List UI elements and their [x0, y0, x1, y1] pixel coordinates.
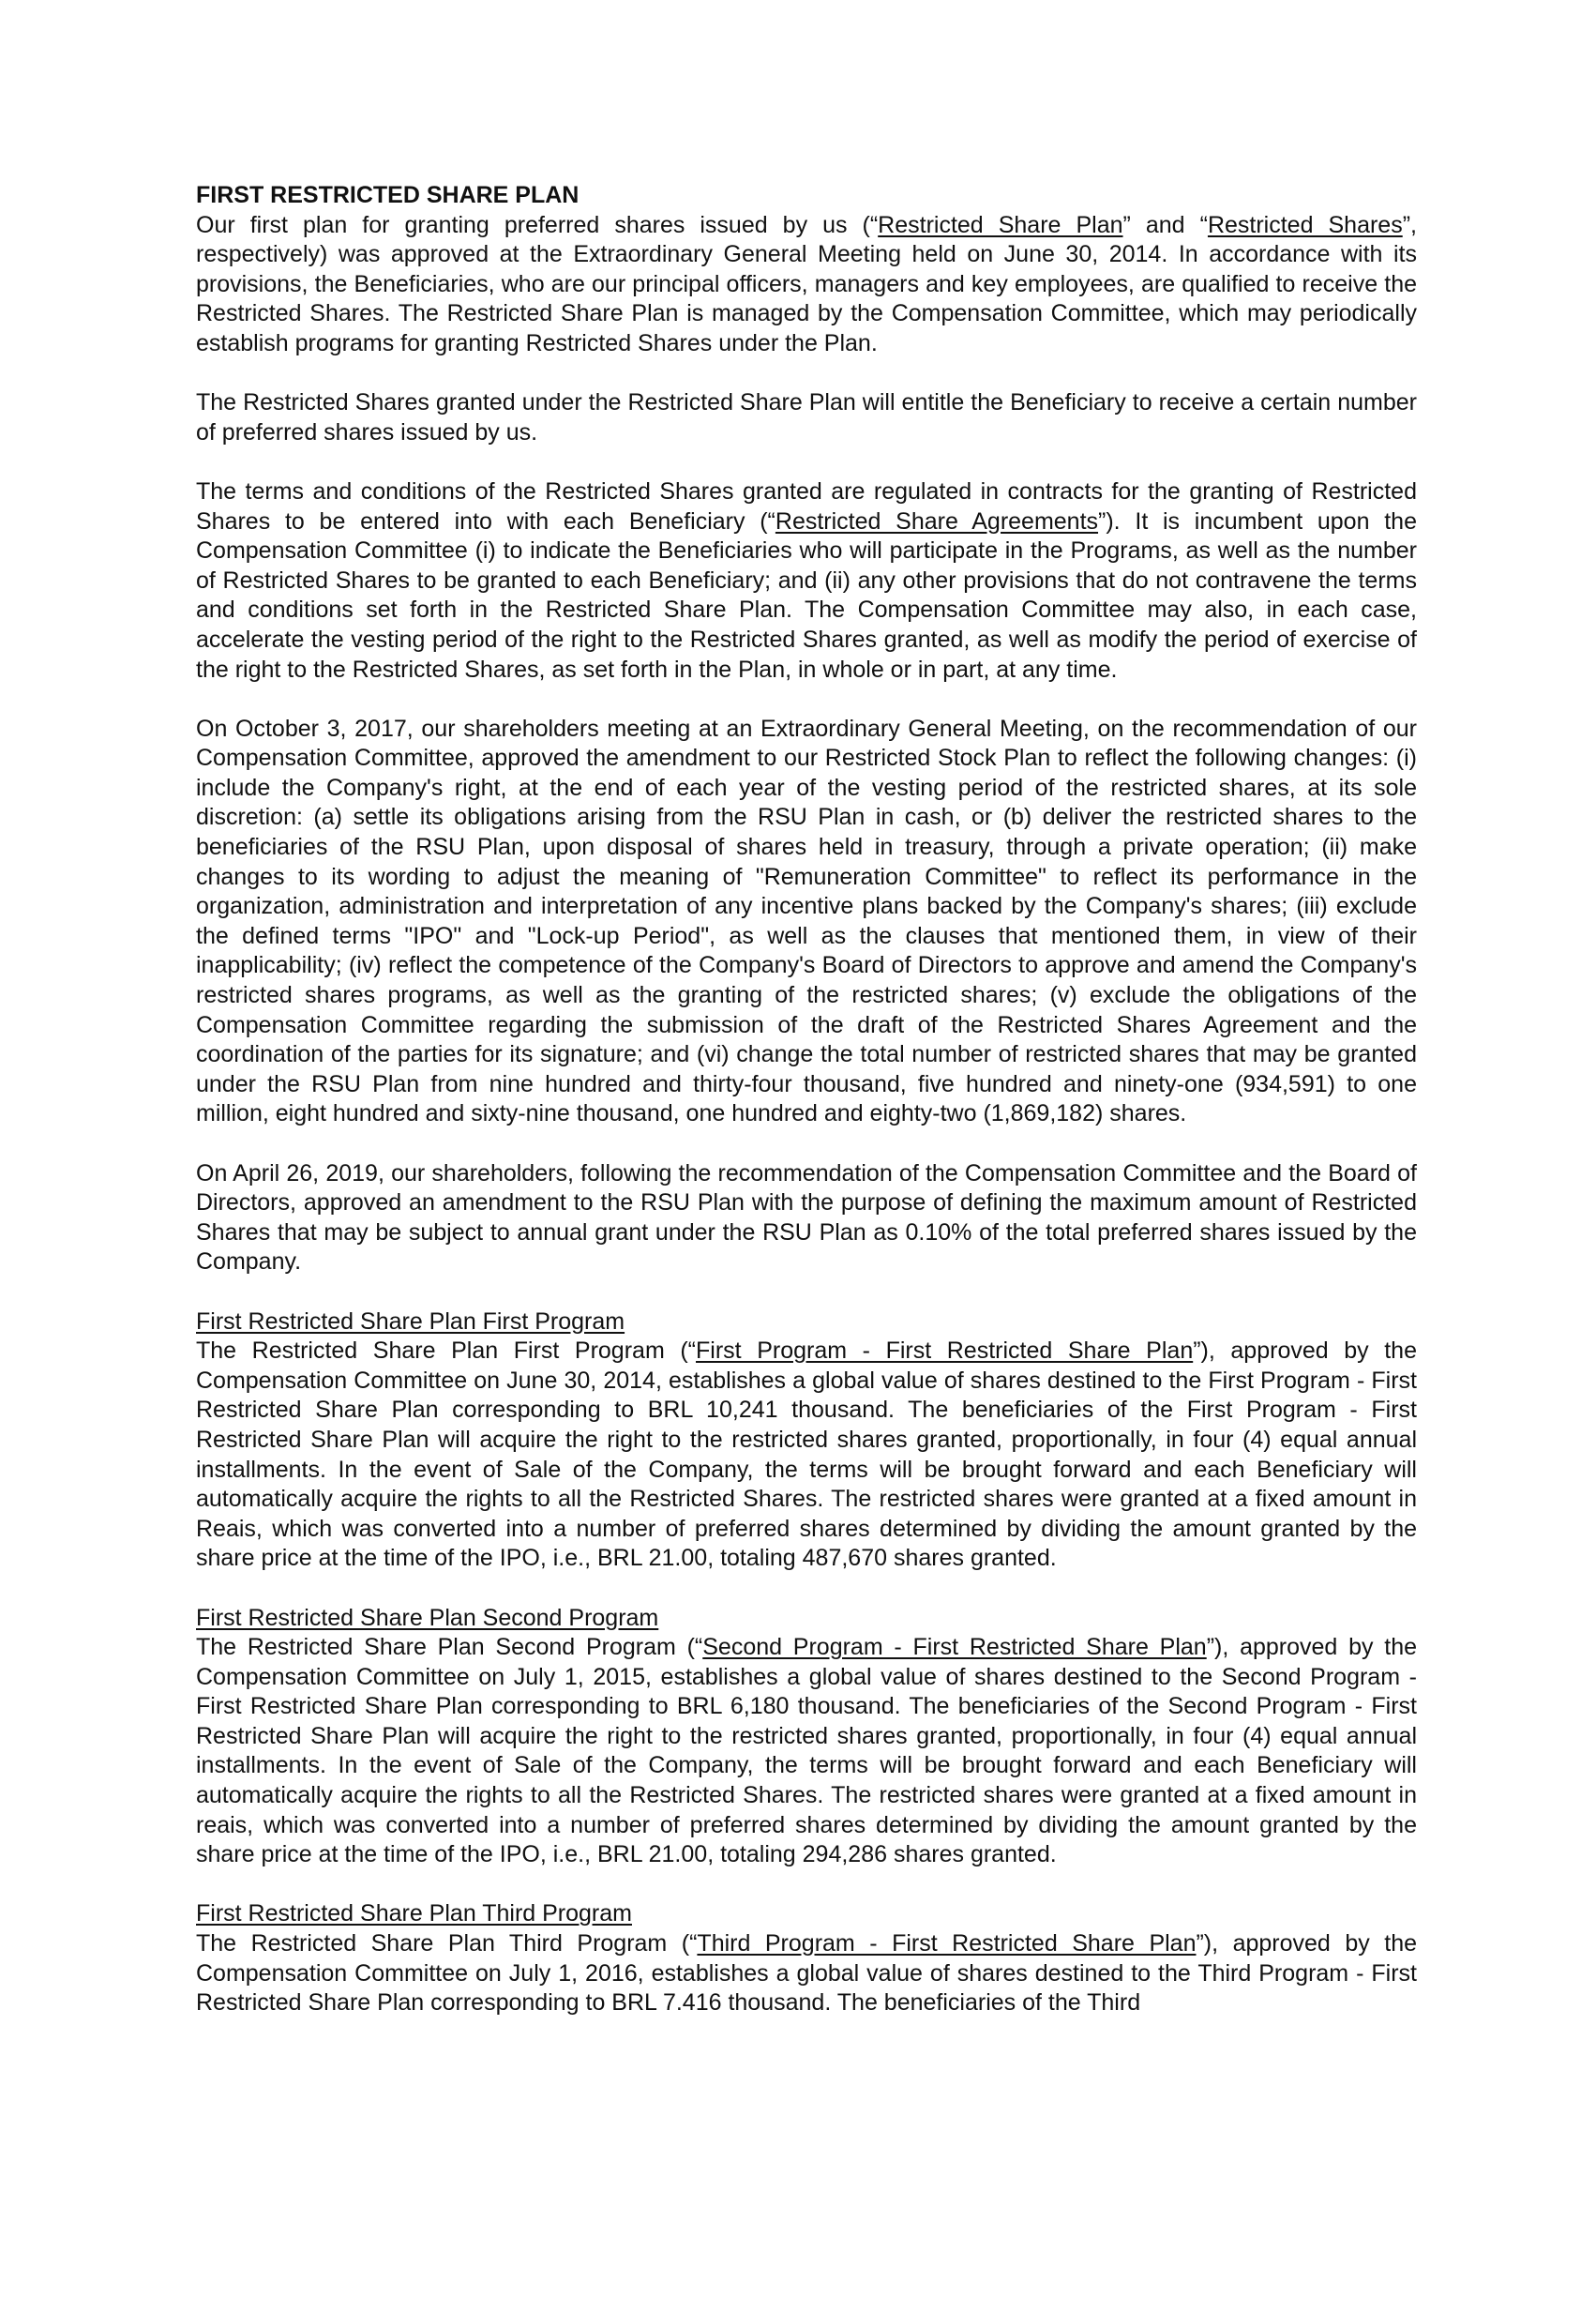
paragraph-terms-conditions — [196, 477, 1417, 685]
defined-term-restricted-shares: Restricted Shares — [1207, 211, 1403, 238]
text-run: The Restricted Share Plan First Program (“ — [196, 1337, 697, 1365]
defined-term-restricted-share-agreements: Restricted Share Agreements — [775, 507, 1099, 535]
defined-term-second-program: Second Program - First Restricted Share Plan — [702, 1634, 1207, 1661]
paragraph-2019-amendment: On April 26, 2019, our shareholders, following the recommendation of the Compensation Committee and the Board of Directors, approved an amendment to the RSU Plan with the purpose of defining the maximum amount of Restricted Shares that may be subject to annual grant under the RSU Plan as 0.10% of the total preferred shares issued by the Company. — [196, 1159, 1417, 1276]
defined-term-third-program: Third Program - First Restricted Share Plan — [697, 1930, 1197, 1957]
paragraph-third-program — [196, 1929, 1417, 2018]
defined-term-first-program: First Program - First Restricted Share Plan — [696, 1337, 1194, 1365]
text-run: Our first plan for granting preferred shares issued by us (“ — [196, 211, 879, 238]
document-title: FIRST RESTRICTED SHARE PLAN — [196, 182, 580, 208]
text-run: The terms and conditions of the Restricted Shares granted are regulated in contracts for the granting of Restricted Shares to be entered into with each Beneficiary (“ — [196, 477, 1417, 535]
paragraph-entitlement: The Restricted Shares granted under the Restricted Share Plan will entitle the Beneficiary to receive a certain number of preferred shares issued by us. — [196, 389, 1417, 446]
text-run: ”, respectively) was approved at the Extraordinary General Meeting held on June 30, 2014. In accordance with its provisions, the Beneficiaries, who are our principal officers, managers and key employees, are qualified to receive the Restricted Shares. The Restricted Share Plan is managed by the Compensation Committee, which may periodically establish programs for granting Restricted Shares under the Plan. — [196, 211, 1417, 356]
paragraph-first-program — [196, 1337, 1417, 1574]
document-page — [196, 181, 1417, 2018]
paragraph-plan-approval — [196, 211, 1417, 359]
text-run: ”), approved by the Compensation Committee on July 1, 2016, establishes a global value of shares destined to the Third Program - First Restricted Share Plan corresponding to BRL 7.416 thousand. The beneficiaries of the Third — [196, 1930, 1418, 2017]
paragraph-second-program — [196, 1633, 1417, 1870]
section-heading-second-program: First Restricted Share Plan Second Program — [196, 1604, 659, 1631]
defined-term-restricted-share-plan: Restricted Share Plan — [878, 211, 1123, 238]
text-run: ” and “ — [1122, 211, 1208, 238]
paragraph-2017-amendment: On October 3, 2017, our shareholders meeting at an Extraordinary General Meeting, on the recommendation of our Compensation Committee, approved the amendment to our Restricted Stock Plan to reflect the following changes: (i) include the Company's right, at the end of each year of the vesting period of the restricted shares, at its sole discretion: (a) settle its obligations arising from the RSU Plan in cash, or (b) deliver the restricted shares to the beneficiaries of the RSU Plan, upon disposal of shares held in treasury, through a private operation; (ii) make changes to its wording to adjust the meaning of "Remuneration Committee" to reflect its performance in the organization, administration and interpretation of any incentive plans backed by the Company's shares; (iii) exclude the defined terms "IPO" and "Lock-up Period", as well as the clauses that mentioned them, in view of their inapplicability; (iv) reflect the competence of the Company's Board of Directors to approve and amend the Company's restricted shares programs, as well as the granting of the restricted shares; (v) exclude the obligations of the Compensation Committee regarding the submission of the draft of the Restricted Shares Agreement and the coordination of the parties for its signature; and (vi) change the total number of restricted shares that may be granted under the RSU Plan from nine hundred and thirty-four thousand, five hundred and ninety-one (934,591) to one million, eight hundred and sixty-nine thousand, one hundred and eighty-two (1,869,182) shares. — [196, 715, 1417, 1127]
text-run: ”), approved by the Compensation Committee on June 30, 2014, establishes a global value of shares destined to the First Program - First Restricted Share Plan corresponding to BRL 10,241 thousand. The beneficiaries of the First Program - First Restricted Share Plan will acquire the right to the restricted shares granted, proportionally, in four (4) equal annual installments. In the event of Sale of the Company, the terms will be brought forward and each Beneficiary will automatically acquire the rights to all the Restricted Shares. The restricted shares were granted at a fixed amount in Reais, which was converted into a number of preferred shares determined by dividing the amount granted by the share price at the time of the IPO, i.e., BRL 21.00, totaling 487,670 shares granted. — [196, 1337, 1417, 1572]
text-run: The Restricted Share Plan Third Program (“ — [196, 1930, 698, 1957]
text-run: The Restricted Share Plan Second Program (“ — [196, 1634, 703, 1661]
text-run: ”), approved by the Compensation Committee on July 1, 2015, establishes a global value of shares destined to the Second Program - First Restricted Share Plan corresponding to BRL 6,180 thousand. The beneficiaries of the Second Program - First Restricted Share Plan will acquire the right to the restricted shares granted, proportionally, in four (4) equal annual installments. In the event of Sale of the Company, the terms will be brought forward and each Beneficiary will automatically acquire the rights to all the Restricted Shares. The restricted shares were granted at a fixed amount in reais, which was converted into a number of preferred shares determined by dividing the amount granted by the share price at the time of the IPO, i.e., BRL 21.00, totaling 294,286 shares granted. — [196, 1634, 1417, 1868]
section-heading-first-program: First Restricted Share Plan First Program — [196, 1307, 625, 1335]
section-heading-third-program: First Restricted Share Plan Third Program — [196, 1900, 632, 1927]
text-run: ”). It is incumbent upon the Compensation Committee (i) to indicate the Beneficiaries who will participate in the Programs, as well as the number of Restricted Shares to be granted to each Beneficiary; and (ii) any other provisions that do not contravene the terms and conditions set forth in the Restricted Share Plan. The Compensation Committee may also, in each case, accelerate the vesting period of the right to the Restricted Shares granted, as well as modify the period of exercise of the right to the Restricted Shares, as set forth in the Plan, in whole or in part, at any time. — [196, 507, 1417, 683]
